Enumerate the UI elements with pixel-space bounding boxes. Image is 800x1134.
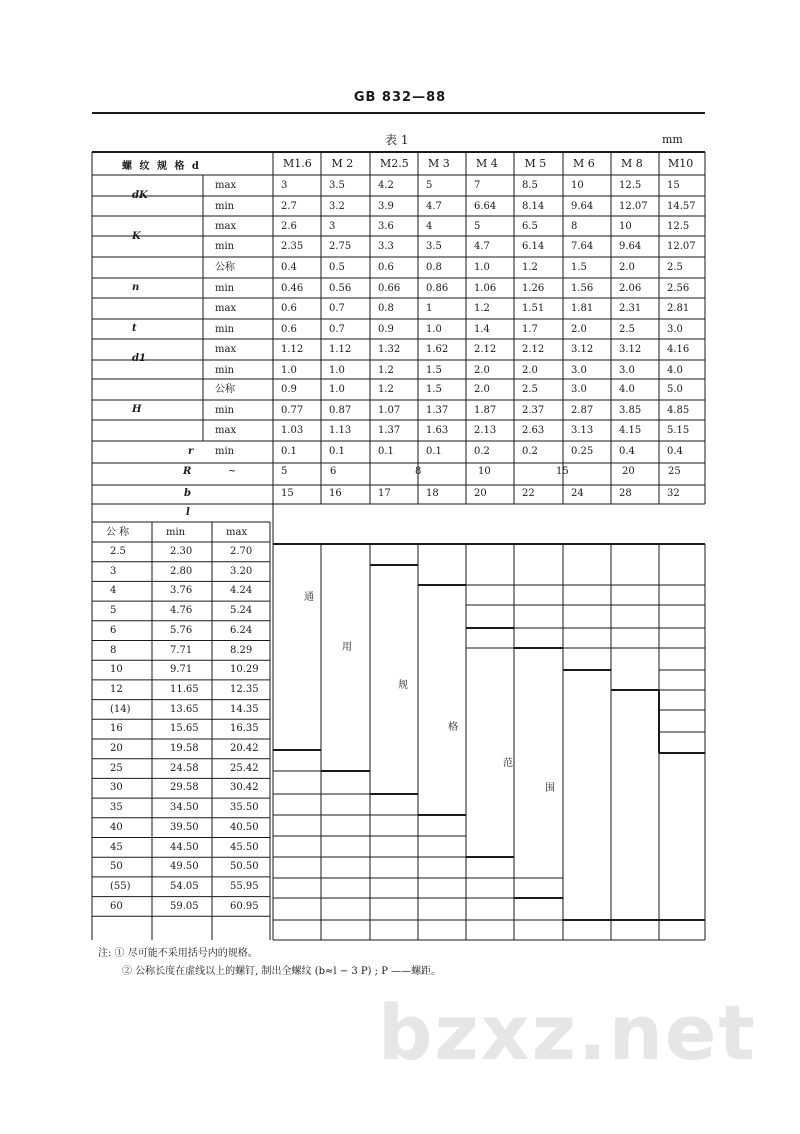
b-value-7: 28 (619, 488, 632, 499)
range-char-5: 围 (545, 783, 555, 794)
cell-12-8: 5.15 (667, 425, 690, 436)
sub-label-9: min (215, 365, 235, 376)
cell-3-1: 2.75 (329, 241, 352, 252)
cell-5-1: 0.56 (329, 283, 352, 294)
range-char-4: 范 (503, 758, 513, 769)
R-value-1: 6 (330, 466, 337, 477)
len-cell-9-2: 16.35 (230, 723, 259, 735)
len-cell-12-0: 30 (110, 782, 123, 794)
cell-12-6: 3.13 (571, 425, 594, 436)
cell-6-2: 0.8 (378, 303, 394, 314)
cell-8-8: 4.16 (667, 344, 690, 355)
len-header-0: 公 称 (106, 527, 130, 538)
cell-6-7: 2.31 (619, 303, 642, 314)
cell-10-6: 3.0 (571, 384, 587, 395)
size-header-1: M 2 (331, 157, 354, 170)
len-cell-2-1: 3.76 (170, 585, 193, 597)
sub-label-3: min (215, 241, 235, 252)
range-char-0: 通 (304, 592, 314, 603)
cell-12-3: 1.63 (426, 425, 449, 436)
group-label-d1: d1 (132, 353, 146, 364)
cell-7-2: 0.9 (378, 324, 394, 335)
len-cell-16-0: 50 (110, 861, 123, 873)
len-cell-13-0: 35 (110, 802, 123, 814)
cell-5-8: 2.56 (667, 283, 690, 294)
cell-5-4: 1.06 (474, 283, 497, 294)
len-cell-0-1: 2.30 (170, 546, 193, 557)
cell-3-5: 6.14 (522, 241, 545, 252)
cell-0-0: 3 (281, 180, 288, 191)
sub-label-0: max (215, 180, 237, 191)
cell-12-5: 2.63 (522, 425, 545, 436)
b-value-1: 16 (329, 488, 342, 499)
len-cell-17-1: 54.05 (170, 880, 199, 892)
cell-11-3: 1.37 (426, 405, 449, 416)
b-value-8: 32 (667, 488, 680, 499)
b-value-0: 15 (281, 488, 294, 499)
len-cell-4-2: 6.24 (230, 624, 253, 636)
len-cell-9-0: 16 (110, 723, 123, 735)
cell-8-0: 1.12 (281, 344, 304, 355)
sub-label-4: 公称 (215, 262, 235, 273)
len-cell-7-0: 12 (110, 683, 123, 695)
cell-7-3: 1.0 (426, 324, 442, 335)
cell-9-7: 3.0 (619, 365, 635, 376)
len-cell-3-1: 4.76 (170, 605, 193, 617)
cell-0-7: 12.5 (619, 180, 642, 191)
len-cell-12-1: 29.58 (170, 782, 199, 794)
cell-11-5: 2.37 (522, 405, 545, 416)
len-cell-4-0: 6 (110, 624, 117, 636)
size-header-7: M 8 (621, 157, 643, 170)
cell-9-8: 4.0 (667, 365, 683, 376)
cell-0-6: 10 (571, 180, 584, 191)
range-char-2: 规 (398, 680, 408, 691)
cell-0-2: 4.2 (378, 180, 394, 191)
cell-0-3: 5 (426, 180, 433, 191)
len-cell-1-2: 3.20 (230, 565, 253, 577)
cell-12-7: 4.15 (619, 425, 642, 436)
cell-2-5: 6.5 (522, 221, 538, 232)
group-label-dK: dK (132, 189, 148, 201)
len-cell-6-0: 10 (110, 664, 123, 676)
sub-label-2: max (215, 221, 237, 232)
b-value-3: 18 (426, 488, 439, 499)
cell-9-1: 1.0 (329, 365, 345, 376)
len-cell-11-0: 25 (110, 762, 123, 774)
cell-8-4: 2.12 (474, 344, 497, 355)
len-cell-14-0: 40 (110, 821, 123, 833)
cell-7-5: 1.7 (522, 324, 538, 335)
cell-2-3: 4 (426, 221, 433, 232)
len-cell-12-2: 30.42 (230, 782, 259, 794)
table-caption: 表 1 (385, 133, 409, 147)
cell-10-7: 4.0 (619, 384, 635, 395)
cell-2-7: 10 (619, 221, 632, 232)
cell-1-6: 9.64 (571, 201, 594, 212)
R-value-0: 5 (281, 466, 288, 477)
len-cell-9-1: 15.65 (170, 723, 199, 735)
cell-4-5: 1.2 (522, 262, 538, 273)
watermark: bzxz.net (378, 988, 757, 1077)
cell-8-6: 3.12 (571, 344, 594, 355)
size-header-3: M 3 (428, 157, 450, 170)
len-cell-6-2: 10.29 (230, 664, 259, 676)
len-cell-17-2: 55.95 (230, 880, 259, 892)
cell-13-0: 0.1 (281, 446, 297, 457)
cell-12-4: 2.13 (474, 425, 497, 436)
len-cell-14-2: 40.50 (230, 821, 259, 833)
sub-label-10: 公称 (215, 384, 235, 395)
len-cell-3-0: 5 (110, 605, 117, 617)
cell-5-3: 0.86 (426, 283, 449, 294)
group-label-n: n (132, 282, 140, 293)
cell-10-5: 2.5 (522, 384, 538, 395)
len-cell-8-2: 14.35 (230, 703, 259, 715)
cell-1-5: 8.14 (522, 201, 545, 212)
cell-1-1: 3.2 (329, 201, 345, 212)
range-char-1: 用 (342, 642, 352, 653)
cell-4-6: 1.5 (571, 262, 587, 273)
R-value-5: 20 (622, 466, 635, 477)
group-label-K: K (132, 230, 141, 242)
b-value-6: 24 (571, 488, 584, 499)
cell-5-6: 1.56 (571, 283, 594, 294)
len-cell-16-2: 50.50 (230, 861, 259, 873)
cell-8-5: 2.12 (522, 344, 545, 355)
cell-7-8: 3.0 (667, 324, 683, 335)
len-cell-18-0: 60 (110, 900, 123, 912)
len-cell-1-1: 2.80 (170, 565, 193, 577)
sub-label-12: max (215, 425, 237, 436)
cell-13-8: 0.4 (667, 446, 683, 457)
sub-label-11: min (215, 405, 235, 416)
len-cell-2-0: 4 (110, 585, 117, 597)
cell-7-7: 2.5 (619, 324, 635, 335)
cell-7-0: 0.6 (281, 324, 297, 335)
len-cell-1-0: 3 (110, 565, 117, 577)
cell-6-4: 1.2 (474, 303, 490, 314)
len-header-2: max (226, 527, 248, 538)
len-cell-13-2: 35.50 (230, 802, 259, 814)
note-2: ② 公称长度在虚线以上的螺钉, 制出全螺纹 (b≈l − 3 P) ; P ——螺距。 (122, 966, 442, 977)
cell-5-7: 2.06 (619, 283, 642, 294)
len-cell-5-2: 8.29 (230, 644, 253, 656)
size-header-5: M 5 (524, 157, 547, 170)
cell-7-6: 2.0 (571, 324, 587, 335)
cell-9-4: 2.0 (474, 365, 490, 376)
cell-4-2: 0.6 (378, 262, 394, 273)
r-label: r (188, 446, 194, 457)
cell-11-0: 0.77 (281, 405, 304, 416)
cell-5-0: 0.46 (281, 283, 304, 294)
cell-13-6: 0.25 (571, 446, 594, 457)
cell-5-5: 1.26 (522, 283, 545, 294)
l-label: l (186, 507, 190, 518)
cell-9-5: 2.0 (522, 365, 538, 376)
cell-2-1: 3 (329, 221, 336, 232)
cell-3-0: 2.35 (281, 241, 304, 252)
cell-2-2: 3.6 (378, 221, 394, 232)
len-cell-15-2: 45.50 (230, 841, 259, 853)
cell-7-4: 1.4 (474, 324, 490, 335)
cell-8-7: 3.12 (619, 344, 642, 355)
cell-10-4: 2.0 (474, 384, 490, 395)
R-value-4: 15 (556, 466, 569, 477)
len-cell-11-2: 25.42 (230, 762, 259, 774)
len-cell-7-2: 12.35 (230, 683, 259, 695)
cell-11-7: 3.85 (619, 405, 642, 416)
cell-0-1: 3.5 (329, 180, 345, 191)
range-char-3: 格 (448, 722, 458, 733)
cell-3-7: 9.64 (619, 241, 642, 252)
sub-label-13: min (215, 446, 235, 457)
len-cell-6-1: 9.71 (170, 664, 193, 676)
cell-4-7: 2.0 (619, 262, 635, 273)
cell-1-8: 14.57 (667, 201, 696, 212)
sub-label-6: max (215, 303, 237, 314)
len-cell-14-1: 39.50 (170, 821, 199, 833)
len-header-1: min (166, 527, 186, 538)
len-cell-5-0: 8 (110, 644, 117, 656)
group-label-H: H (132, 404, 142, 415)
cell-9-0: 1.0 (281, 365, 297, 376)
cell-8-2: 1.32 (378, 344, 401, 355)
cell-3-2: 3.3 (378, 241, 394, 252)
cell-10-8: 5.0 (667, 384, 683, 395)
cell-4-4: 1.0 (474, 262, 490, 273)
cell-11-6: 2.87 (571, 405, 594, 416)
cell-1-0: 2.7 (281, 201, 297, 212)
cell-6-3: 1 (426, 303, 433, 314)
R-value-3: 10 (478, 466, 491, 477)
len-cell-3-2: 5.24 (230, 605, 253, 617)
cell-0-5: 8.5 (522, 180, 538, 191)
table-unit: mm (662, 133, 683, 146)
b-value-2: 17 (378, 488, 391, 499)
cell-2-6: 8 (571, 221, 578, 232)
cell-11-2: 1.07 (378, 405, 401, 416)
sub-label-1: min (215, 201, 235, 212)
len-cell-16-1: 49.50 (170, 861, 199, 873)
R-value-2: 8 (415, 466, 422, 477)
size-header-2: M2.5 (380, 157, 409, 170)
b-value-4: 20 (474, 488, 487, 499)
cell-6-6: 1.81 (571, 303, 594, 314)
cell-13-5: 0.2 (522, 446, 538, 457)
len-cell-4-1: 5.76 (170, 624, 193, 636)
len-cell-0-0: 2.5 (110, 546, 126, 557)
len-cell-8-0: (14) (110, 703, 131, 715)
R-value-6: 25 (668, 466, 681, 477)
cell-13-4: 0.2 (474, 446, 490, 457)
cell-10-3: 1.5 (426, 384, 442, 395)
cell-10-0: 0.9 (281, 384, 297, 395)
b-value-5: 22 (522, 488, 535, 499)
cell-8-1: 1.12 (329, 344, 352, 355)
len-cell-18-2: 60.95 (230, 900, 259, 912)
len-cell-10-2: 20.42 (230, 743, 259, 754)
standard-number: GB 832—88 (353, 90, 447, 105)
cell-6-1: 0.7 (329, 303, 345, 314)
cell-11-4: 1.87 (474, 405, 497, 416)
cell-2-8: 12.5 (667, 221, 690, 232)
cell-2-4: 5 (474, 221, 481, 232)
size-header-8: M10 (668, 157, 694, 170)
cell-2-0: 2.6 (281, 221, 297, 232)
len-cell-11-1: 24.58 (170, 762, 199, 774)
cell-6-8: 2.81 (667, 303, 690, 314)
cell-3-3: 3.5 (426, 241, 442, 252)
cell-12-1: 1.13 (329, 425, 352, 436)
len-cell-7-1: 11.65 (170, 683, 199, 695)
cell-4-1: 0.5 (329, 262, 345, 273)
len-cell-13-1: 34.50 (170, 802, 199, 814)
size-header-0: M1.6 (283, 157, 312, 170)
len-cell-0-2: 2.70 (230, 546, 253, 557)
cell-4-3: 0.8 (426, 262, 442, 273)
len-cell-8-1: 13.65 (170, 703, 199, 715)
cell-1-7: 12.07 (619, 201, 648, 212)
sub-label-7: min (215, 324, 235, 335)
cell-10-2: 1.2 (378, 384, 394, 395)
cell-1-3: 4.7 (426, 201, 442, 212)
sub-label-8: max (215, 344, 237, 355)
len-cell-2-2: 4.24 (230, 585, 253, 597)
cell-1-2: 3.9 (378, 201, 394, 212)
cell-13-3: 0.1 (426, 446, 442, 457)
len-cell-10-1: 19.58 (170, 743, 199, 754)
cell-10-1: 1.0 (329, 384, 345, 395)
cell-12-0: 1.03 (281, 425, 304, 436)
cell-6-5: 1.51 (522, 303, 545, 314)
len-cell-18-1: 59.05 (170, 900, 199, 912)
cell-4-0: 0.4 (281, 262, 297, 273)
len-cell-15-1: 44.50 (170, 841, 199, 853)
size-header-4: M 4 (476, 157, 498, 170)
cell-1-4: 6.64 (474, 201, 497, 212)
cell-12-2: 1.37 (378, 425, 401, 436)
cell-13-7: 0.4 (619, 446, 635, 457)
sub-label-5: min (215, 283, 235, 294)
cell-13-1: 0.1 (329, 446, 345, 457)
cell-9-2: 1.2 (378, 365, 394, 376)
len-cell-5-1: 7.71 (170, 644, 193, 656)
cell-6-0: 0.6 (281, 303, 297, 314)
cell-5-2: 0.66 (378, 283, 401, 294)
R-label: R (183, 466, 192, 477)
size-header-6: M 6 (573, 157, 595, 170)
len-cell-17-0: (55) (110, 880, 131, 892)
cell-3-6: 7.64 (571, 241, 594, 252)
cell-0-4: 7 (474, 180, 481, 191)
note-1: 注: ① 尽可能不采用括号内的规格。 (98, 948, 258, 959)
cell-11-8: 4.85 (667, 405, 690, 416)
cell-9-6: 3.0 (571, 365, 587, 376)
cell-3-4: 4.7 (474, 241, 490, 252)
cell-4-8: 2.5 (667, 262, 683, 273)
len-cell-15-0: 45 (110, 841, 123, 853)
cell-0-8: 15 (667, 180, 680, 191)
cell-9-3: 1.5 (426, 365, 442, 376)
R-tilde: ~ (228, 466, 237, 477)
spec-label: 螺 纹 规 格 d (122, 161, 201, 172)
cell-11-1: 0.87 (329, 405, 352, 416)
b-label: b (184, 488, 191, 499)
cell-13-2: 0.1 (378, 446, 394, 457)
group-label-t: t (132, 323, 137, 334)
cell-8-3: 1.62 (426, 344, 449, 355)
cell-3-8: 12.07 (667, 241, 696, 252)
cell-7-1: 0.7 (329, 324, 345, 335)
len-cell-10-0: 20 (110, 743, 123, 754)
